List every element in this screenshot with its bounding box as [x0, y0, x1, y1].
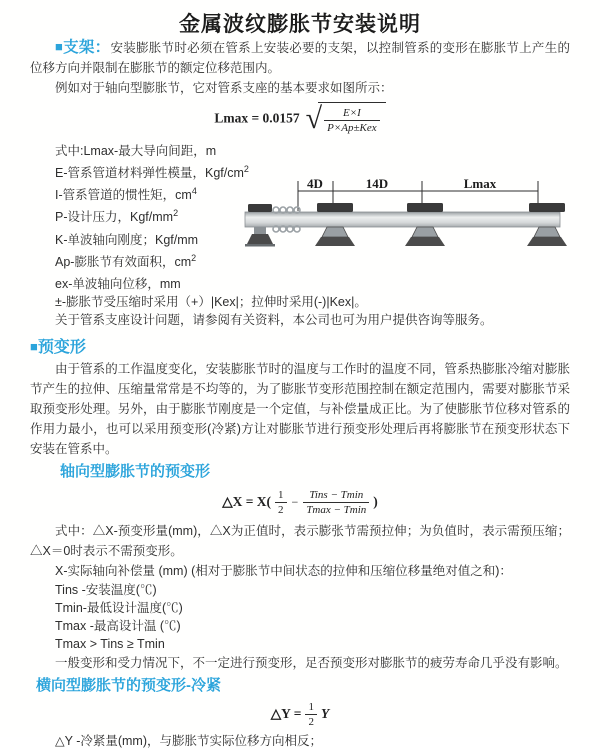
- temperature-fraction: $\frac{\text{Tins − Tmin}}{Tmax - Tmin}$: [303, 488, 369, 517]
- dim-label-lmax: Lmax: [463, 176, 497, 191]
- pipe: [245, 212, 560, 227]
- guide-spacing-formula: Lmax = 0.0157 √ $\frac{E\times I}{\text{P×Ap±Kex}}$: [30, 102, 570, 134]
- definition-line: K-单波轴向刚度；Kgf/mm: [55, 232, 199, 247]
- definition-line: E-管系管道材料弹性模量，Kgf/$cm^2$: [55, 164, 249, 181]
- support-heading-label: 支架：: [63, 39, 111, 56]
- predeform-paragraph: 由于管系的工作温度变化，安装膨胀节时的温度与工作时的温度不同，管系热膨胀冷缩对膨胀节产生的拉伸、压缩量常常是不均等的，为了膨胀节变形范围控制在额定范围内，需要对膨胀节采取预变形处理。另外，由于膨胀节刚度是一个定值，与补偿量成正比。为了使膨胀节位移对管系的作用力最小，也可以采用预变形(冷紧)方让对膨胀节进行预变形处理后再将膨胀节在预变形状态下安装在管系中。: [30, 362, 570, 457]
- support-section-heading: [55, 39, 110, 56]
- half-fraction: $\frac{1}{2}$: [275, 488, 287, 517]
- definition-line: I-管系管道的惯性矩，$cm^4$: [55, 186, 197, 203]
- section-marker-icon: ■: [55, 39, 64, 54]
- plusminus-note-line: ±-膨胀节受压缩时采用（+）|Kex|；拉伸时采用(-)|Kex|。: [55, 295, 367, 310]
- temperature-line: Tmax > Tins ≥ Tmin: [55, 637, 165, 652]
- definition-line: 式中:Lmax-最大导向间距，m: [55, 144, 217, 159]
- fraction-denominator: P×Ap±Kex: [327, 121, 377, 134]
- formula-close-paren: ): [373, 494, 378, 510]
- lateral-subheading: 横向型膨胀节的预变形-冷紧: [36, 677, 221, 695]
- definition-line: Ap-膨胀节有效面积，$cm^2$: [55, 252, 197, 269]
- formula-lhs: Lmax = 0.0157: [214, 110, 300, 126]
- radical-content: [318, 102, 386, 136]
- fraction-numerator: E×I: [324, 106, 380, 121]
- temperature-definitions-list: [30, 581, 570, 653]
- temperature-line: Tmax -最高设计温 (℃): [55, 619, 181, 634]
- support-intro-text: 安装膨胀节时必须在管系上安装必要的支架，以控制管系的变形在膨胀节上产生的位移方向并限制在膨胀节的额定位移范围内。: [30, 41, 570, 75]
- dim-label-14d: 14D: [365, 176, 389, 191]
- minus-operator: −: [291, 495, 299, 510]
- dim-label-4d: 4D: [307, 176, 323, 191]
- formula-lhs: △Y =: [270, 706, 302, 722]
- axial-note-line: 一般变形和受力情况下，不一定进行预变形，足否预变形对膨胀节的疲劳寿命几乎没有影响。: [55, 656, 568, 671]
- formula-rhs: Y: [320, 706, 330, 722]
- section-marker-icon: ■: [30, 339, 38, 355]
- axial-explain-paragraph: 式中：△X-预变形量(mm)，△X为正值时，表示膨张节需预拉伸；为负值时，表示需预压缩；△X＝0时表示不需预变形。: [30, 524, 570, 559]
- half-fraction: $\frac{1}{2}$: [305, 700, 317, 729]
- temperature-line: Tins -安装温度(℃): [55, 583, 157, 598]
- formula-fraction: [324, 106, 380, 135]
- page-title: 金属波纹膨胀节安装说明: [179, 13, 421, 36]
- lateral-y-definition-line: △Y -冷紧量(mm)，与膨胀节实际位移方向相反；: [55, 734, 323, 749]
- axial-subheading: 轴向型膨胀节的预变形: [60, 463, 211, 481]
- predeform-heading-label: 预变形: [37, 339, 86, 357]
- definition-line: ex-单波轴向位移，mm: [55, 277, 181, 292]
- lateral-coldtight-formula: [30, 699, 570, 729]
- definition-line: P-设计压力，Kgf/$mm^2$: [55, 208, 179, 225]
- axial-x-definition-line: X-实际轴向补偿量 (mm) (相对于膨胀节中间状态的拉伸和压缩位移量绝对值之和)：: [55, 564, 512, 579]
- predeform-section-heading: [30, 337, 570, 359]
- consult-line: 关于管系支座设计问题，请参阅有关资料，本公司也可为用户提供咨询等服务。: [55, 313, 493, 328]
- pipe-support-diagram: [245, 176, 595, 276]
- axial-predeform-formula: [30, 485, 570, 519]
- support-intro-paragraph: [30, 38, 570, 78]
- formula-lhs: △X = X(: [222, 494, 272, 510]
- temperature-line: Tmin-最低设计温度(℃): [55, 601, 183, 616]
- support-example-line: 例如对于轴向型膨胀节，它对管系支座的基本要求如图所示：: [55, 81, 393, 95]
